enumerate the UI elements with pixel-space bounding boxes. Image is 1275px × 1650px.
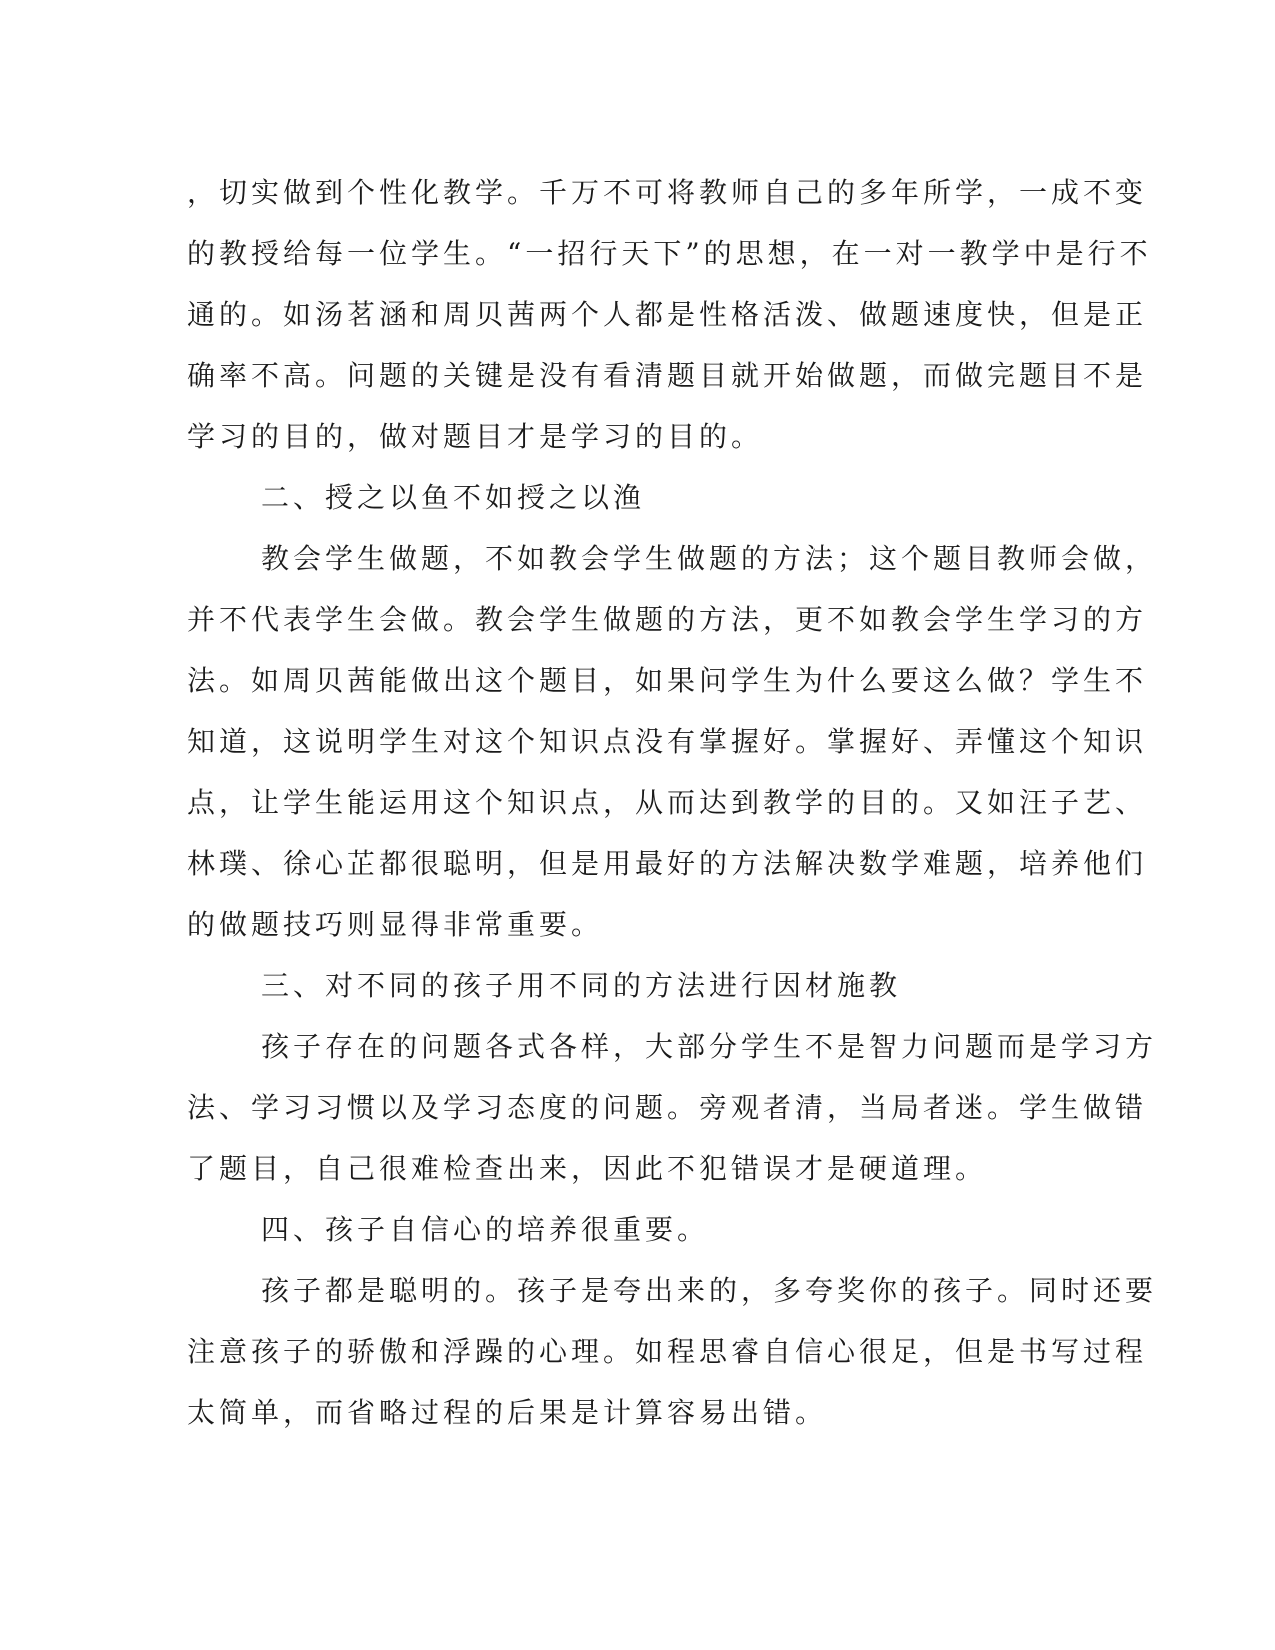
paragraph-line: 的做题技巧则显得非常重要。 xyxy=(187,908,604,941)
paragraph-line: 点，让学生能运用这个知识点，从而达到教学的目的。又如汪子艺、 xyxy=(187,786,1148,819)
paragraph-line: 林璞、徐心芷都很聪明，但是用最好的方法解决数学难题，培养他们 xyxy=(187,847,1148,880)
paragraph-line-indented: 三、对不同的孩子用不同的方法进行因材施教 xyxy=(261,969,902,1002)
paragraph-line-indented: 孩子存在的问题各式各样，大部分学生不是智力问题而是学习方 xyxy=(261,1030,1158,1063)
paragraph-line-indented: 教会学生做题，不如教会学生做题的方法；这个题目教师会做， xyxy=(261,542,1158,575)
paragraph-line-indented: 孩子都是聪明的。孩子是夸出来的，多夸奖你的孩子。同时还要 xyxy=(261,1274,1158,1307)
paragraph-line: 通的。如汤茗涵和周贝茜两个人都是性格活泼、做题速度快，但是正 xyxy=(187,298,1148,331)
paragraph-line: 法、学习习惯以及学习态度的问题。旁观者清，当局者迷。学生做错 xyxy=(187,1091,1148,1124)
paragraph-line: 法。如周贝茜能做出这个题目，如果问学生为什么要这么做？学生不 xyxy=(187,664,1148,697)
paragraph-line: 确率不高。问题的关键是没有看清题目就开始做题，而做完题目不是 xyxy=(187,359,1148,392)
paragraph-line: 学习的目的，做对题目才是学习的目的。 xyxy=(187,420,764,453)
paragraph-line: 注意孩子的骄傲和浮躁的心理。如程思睿自信心很足，但是书写过程 xyxy=(187,1335,1148,1368)
paragraph-line: 并不代表学生会做。教会学生做题的方法，更不如教会学生学习的方 xyxy=(187,603,1148,636)
paragraph-line: ，切实做到个性化教学。千万不可将教师自己的多年所学，一成不变 xyxy=(187,176,1148,209)
body-text xyxy=(187,162,1158,1443)
paragraph-line: 的教授给每一位学生。“一招行天下”的思想，在一对一教学中是行不 xyxy=(187,237,1152,270)
paragraph-line-indented: 二、授之以鱼不如授之以渔 xyxy=(261,481,646,514)
paragraph-line: 太简单，而省略过程的后果是计算容易出错。 xyxy=(187,1396,828,1429)
paragraph-line: 了题目，自己很难检查出来，因此不犯错误才是硬道理。 xyxy=(187,1152,988,1185)
paragraph-line-indented: 四、孩子自信心的培养很重要。 xyxy=(261,1213,710,1246)
paragraph-line: 知道，这说明学生对这个知识点没有掌握好。掌握好、弄懂这个知识 xyxy=(187,725,1148,758)
